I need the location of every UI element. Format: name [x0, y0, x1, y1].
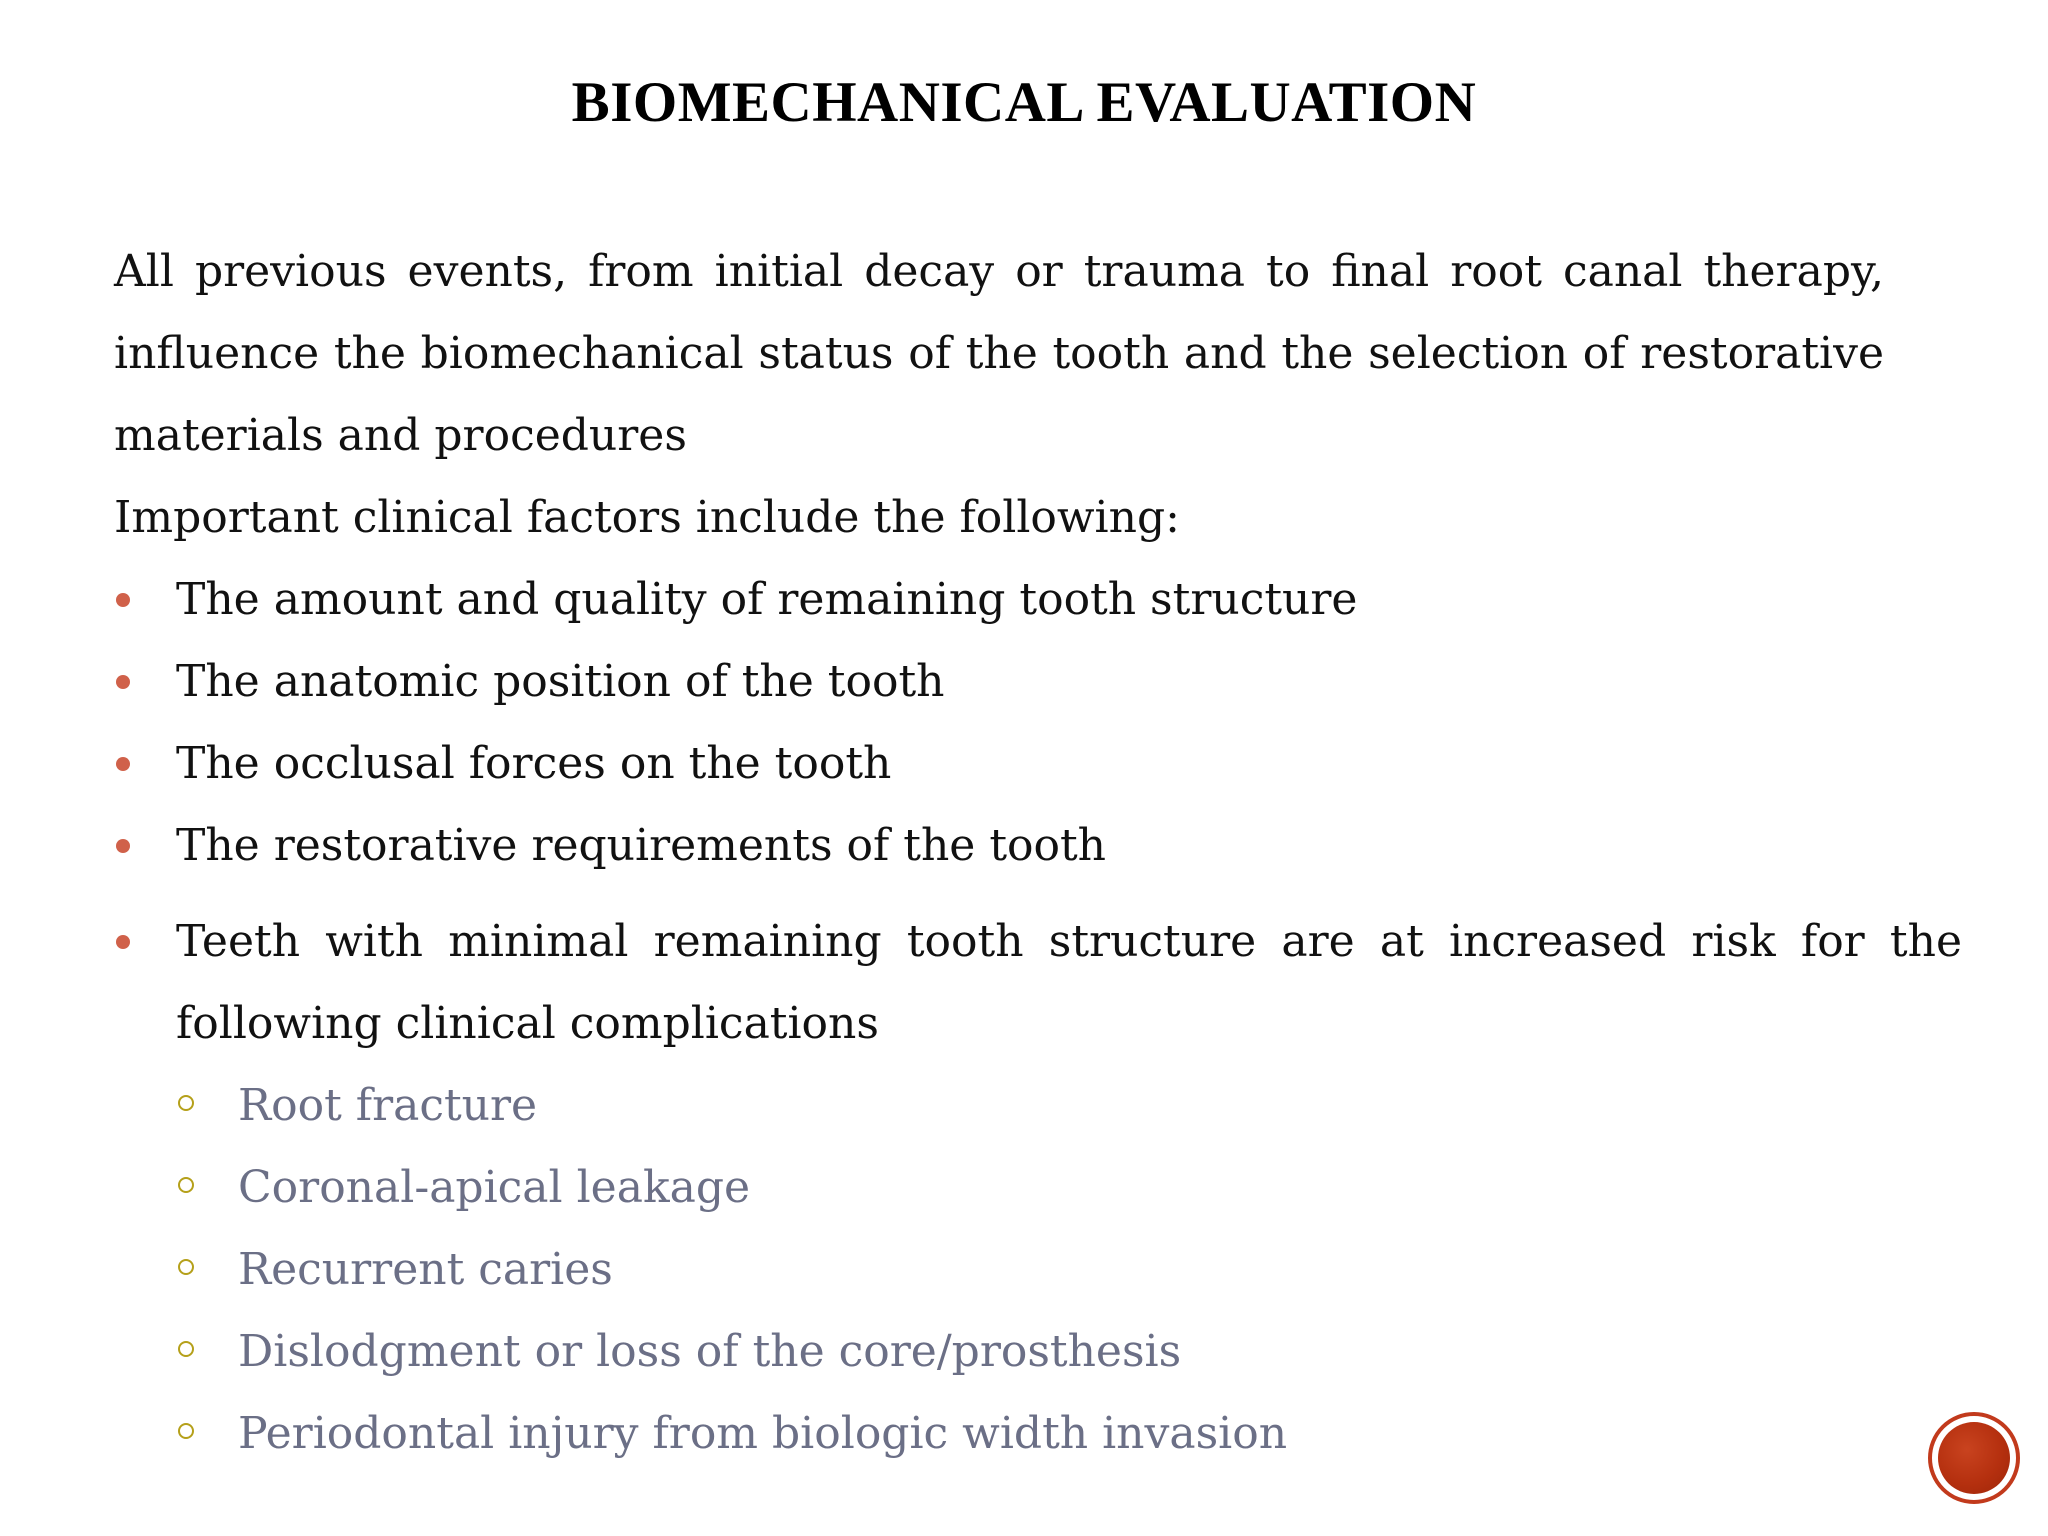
sub-list-item [176, 1393, 1962, 1475]
sub-list-item [176, 1311, 1962, 1393]
sub-list-item [176, 1065, 1962, 1147]
red-circle-badge-icon [1928, 1412, 2020, 1504]
intro-paragraph: All previous events, from initial decay or trauma to final root canal therapy, influence the biomechanical status of the tooth and the selection of restorative materials and procedures [114, 246, 1884, 461]
complication-text: Periodontal injury from biologic width invasion [238, 1408, 1288, 1459]
list-item [114, 641, 1962, 723]
factor-text: The anatomic position of the tooth [176, 656, 945, 707]
bullet-icon [116, 675, 130, 689]
factors-intro: Important clinical factors include the following: [114, 492, 1180, 543]
slide-body [114, 231, 1962, 1475]
list-item [114, 723, 1962, 805]
hollow-bullet-icon [178, 1341, 194, 1357]
complication-text: Root fracture [238, 1080, 538, 1131]
bullet-icon [116, 935, 130, 949]
list-item [114, 559, 1962, 641]
complication-text: Dislodgment or loss of the core/prosthesis [238, 1326, 1182, 1377]
badge-fill [1938, 1422, 2010, 1494]
hollow-bullet-icon [178, 1095, 194, 1111]
slide-title: BIOMECHANICAL EVALUATION [571, 71, 1477, 134]
complication-text: Recurrent caries [238, 1244, 613, 1295]
bullet-icon [116, 839, 130, 853]
complication-list [176, 1065, 1962, 1475]
factor-text: The amount and quality of remaining tooth structure [176, 574, 1358, 625]
risk-text: Teeth with minimal remaining tooth structure are at increased risk for the following clinical complications [176, 916, 1962, 1049]
hollow-bullet-icon [178, 1423, 194, 1439]
complication-text: Coronal-apical leakage [238, 1162, 751, 1213]
factor-text: The occlusal forces on the tooth [176, 738, 892, 789]
risk-item [114, 901, 1962, 1475]
bullet-icon [116, 757, 130, 771]
factor-list [114, 559, 1962, 1475]
factor-text: The restorative requirements of the tooth [176, 820, 1106, 871]
sub-list-item [176, 1147, 1962, 1229]
sub-list-item [176, 1229, 1962, 1311]
list-item [114, 805, 1962, 887]
hollow-bullet-icon [178, 1177, 194, 1193]
bullet-icon [116, 593, 130, 607]
hollow-bullet-icon [178, 1259, 194, 1275]
